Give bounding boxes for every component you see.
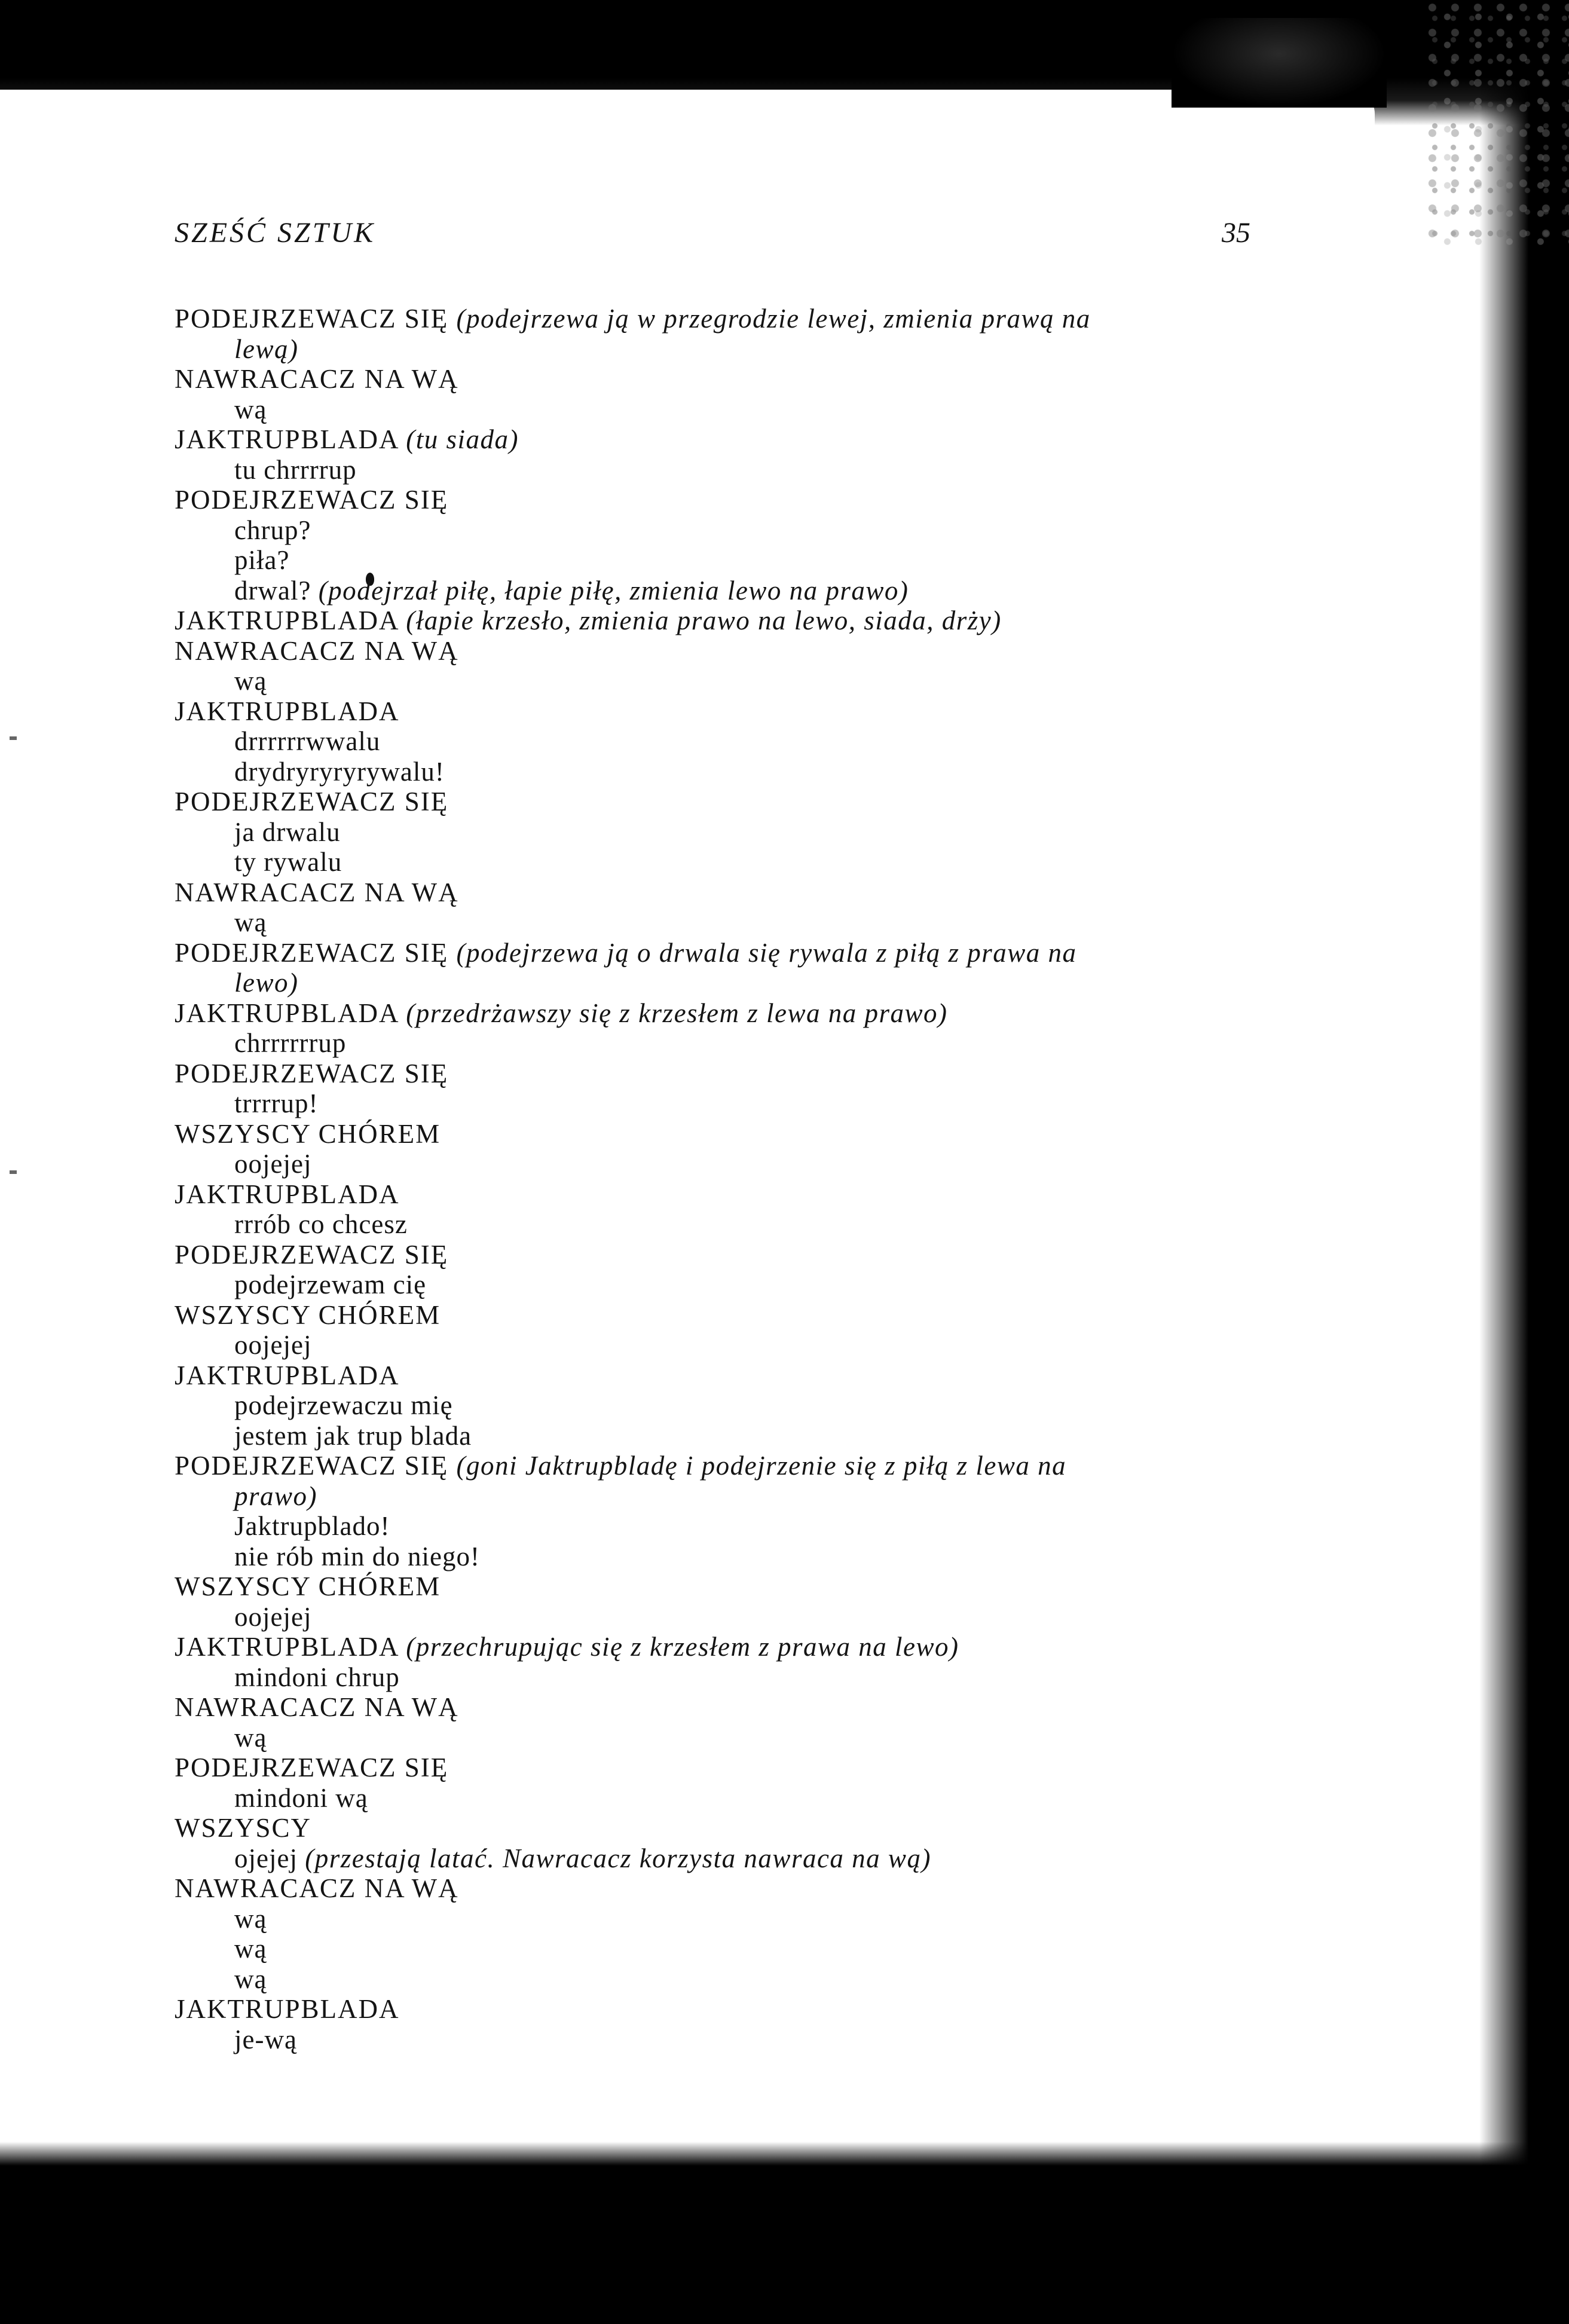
speech-line [175, 545, 1346, 576]
speech-text: drwal? [234, 575, 311, 606]
stage-direction: (podejrzewa ją o drwala się rywala z piłą z prawa na [456, 937, 1077, 968]
speech-text: wą [234, 394, 267, 424]
speech-line [175, 1209, 1346, 1240]
play-text [175, 304, 1346, 2054]
speech-line [175, 515, 1346, 546]
speaker-line [175, 1753, 1346, 1783]
speech-text: wą [234, 1934, 267, 1964]
stage-direction: prawo) [234, 1481, 318, 1511]
page-edge-top [0, 90, 1375, 137]
speaker-name: WSZYSCY [175, 1813, 312, 1843]
scan-border-bottom [0, 2166, 1569, 2324]
speech-text: wą [234, 1964, 267, 1994]
speech-line [175, 666, 1346, 696]
speech-line [175, 757, 1346, 787]
speaker-name: PODEJRZEWACZ SIĘ [175, 1451, 449, 1481]
speaker-line [175, 636, 1346, 666]
speaker-line [175, 606, 1346, 636]
stage-direction: lewą) [234, 334, 299, 364]
speech-text: podejrzewaczu mię [234, 1390, 453, 1420]
speaker-name: JAKTRUPBLADA [175, 1179, 400, 1209]
speech-line [175, 1028, 1346, 1059]
scan-noise [1426, 0, 1569, 251]
speech-line [175, 1390, 1346, 1421]
speaker-line [175, 364, 1346, 395]
scan-fade-bottom [0, 2142, 1569, 2166]
speech-text: tu chrrrrup [234, 454, 357, 485]
speaker-line [175, 485, 1346, 515]
speaker-name: NAWRACACZ NA WĄ [175, 877, 459, 907]
speaker-line [175, 1119, 1346, 1149]
speaker-line [175, 304, 1346, 334]
scan-shadow-blob [1172, 18, 1387, 108]
stage-direction: lewo) [234, 968, 299, 998]
speech-text: trrrrup! [234, 1088, 319, 1118]
speaker-line [175, 424, 1346, 455]
speaker-name: PODEJRZEWACZ SIĘ [175, 787, 449, 817]
speech-text: drrrrrrwwalu [234, 726, 381, 756]
speech-text: jestem jak trup blada [234, 1420, 472, 1451]
speaker-line [175, 998, 1346, 1029]
margin-mark [10, 1170, 17, 1174]
speaker-name: PODEJRZEWACZ SIĘ [175, 937, 449, 968]
speech-line [175, 1270, 1346, 1300]
speech-text: piła? [234, 545, 290, 575]
speaker-name: JAKTRUPBLADA [175, 696, 400, 726]
running-head [175, 216, 1250, 258]
speech-text: oojejej [234, 1149, 312, 1179]
speaker-line [175, 1571, 1346, 1602]
speaker-name: JAKTRUPBLADA [175, 1632, 399, 1662]
speech-text: rrrób co chcesz [234, 1209, 408, 1239]
speech-line [175, 1783, 1346, 1814]
book-title: SZEŚĆ SZTUK [175, 217, 376, 249]
speech-text: mindoni chrup [234, 1662, 400, 1692]
speaker-name: WSZYSCY CHÓREM [175, 1299, 441, 1330]
speech-text: drydryryryrywalu! [234, 756, 445, 787]
speaker-line [175, 1179, 1346, 1210]
speech-text: chrrrrrrup [234, 1028, 347, 1058]
speaker-line [175, 938, 1346, 968]
speaker-line [175, 1300, 1346, 1331]
speaker-line [175, 877, 1346, 908]
speech-text: ja drwalu [234, 817, 341, 847]
speaker-name: PODEJRZEWACZ SIĘ [175, 1058, 449, 1088]
speaker-name: JAKTRUPBLADA [175, 1360, 400, 1390]
speaker-name: NAWRACACZ NA WĄ [175, 364, 459, 394]
speaker-line [175, 1873, 1346, 1904]
speech-text: ty rywalu [234, 847, 342, 877]
speech-line [175, 2025, 1346, 2055]
direction-continuation [175, 334, 1346, 365]
speech-line [175, 1904, 1346, 1934]
stage-direction: (goni Jaktrupbladę i podejrzenie się z piłą z lewa na [456, 1451, 1067, 1481]
speaker-line [175, 1813, 1346, 1843]
speaker-name: JAKTRUPBLADA [175, 998, 399, 1028]
speech-line [175, 1088, 1346, 1119]
stage-direction: (przedrżawszy się z krzesłem z lewa na prawo) [406, 998, 948, 1028]
stage-direction: (podejrzał piłę, łapie piłę, zmienia lewo na prawo) [318, 575, 909, 606]
stage-direction: (przechrupując się z krzesłem z prawa na lewo) [406, 1632, 959, 1662]
speaker-name: PODEJRZEWACZ SIĘ [175, 1239, 449, 1270]
speech-text: Jaktrupblado! [234, 1511, 390, 1541]
stage-direction: (podejrzewa ją w przegrodzie lewej, zmienia prawą na [456, 304, 1091, 334]
speech-line [175, 455, 1346, 485]
speech-line [175, 576, 1346, 606]
speech-line [175, 1723, 1346, 1753]
speech-line [175, 1149, 1346, 1179]
speech-text: podejrzewam cię [234, 1270, 427, 1299]
speaker-line [175, 1692, 1346, 1723]
speech-text: wą [234, 907, 267, 937]
speaker-line [175, 787, 1346, 817]
speech-text: oojejej [234, 1330, 312, 1360]
speech-line [175, 1843, 1346, 1874]
stage-direction: (łapie krzesło, zmienia prawo na lewo, siada, drży) [406, 606, 1002, 635]
speech-line [175, 1964, 1346, 1995]
speaker-name: NAWRACACZ NA WĄ [175, 1873, 459, 1903]
speaker-line [175, 1994, 1346, 2025]
speech-line [175, 1934, 1346, 1964]
speaker-line [175, 1360, 1346, 1391]
speech-text: mindoni wą [234, 1782, 368, 1813]
speaker-name: NAWRACACZ NA WĄ [175, 635, 459, 666]
margin-mark [10, 736, 17, 740]
stage-direction: (tu siada) [406, 424, 519, 454]
speech-line [175, 1511, 1346, 1542]
speech-line [175, 395, 1346, 425]
speech-line [175, 1602, 1346, 1632]
speaker-name: JAKTRUPBLADA [175, 606, 399, 635]
speaker-name: PODEJRZEWACZ SIĘ [175, 485, 449, 515]
speaker-name: WSZYSCY CHÓREM [175, 1571, 441, 1601]
speech-line [175, 817, 1346, 848]
speech-line [175, 726, 1346, 757]
scan-border-right [1479, 0, 1569, 2324]
speaker-name: JAKTRUPBLADA [175, 1994, 400, 2024]
speech-line [175, 1421, 1346, 1451]
speaker-name: NAWRACACZ NA WĄ [175, 1692, 459, 1722]
speech-text: wą [234, 1903, 267, 1934]
speech-text: oojejej [234, 1601, 312, 1632]
direction-continuation [175, 968, 1346, 998]
speech-line [175, 907, 1346, 938]
speaker-line [175, 1240, 1346, 1270]
speech-line [175, 847, 1346, 877]
speaker-line [175, 1059, 1346, 1089]
speech-text: je-wą [234, 2024, 297, 2054]
speech-text: nie rób min do niego! [234, 1541, 480, 1571]
speaker-line [175, 696, 1346, 727]
page-number: 35 [1222, 217, 1250, 249]
speech-text: wą [234, 1722, 267, 1753]
speech-text: wą [234, 666, 267, 696]
speech-line [175, 1662, 1346, 1693]
speaker-name: WSZYSCY CHÓREM [175, 1118, 441, 1149]
stage-direction: (przestają latać. Nawracacz korzysta nawraca na wą) [305, 1843, 931, 1873]
speech-line [175, 1542, 1346, 1572]
speaker-name: JAKTRUPBLADA [175, 424, 399, 454]
speech-line [175, 1330, 1346, 1360]
speaker-name: PODEJRZEWACZ SIĘ [175, 1753, 449, 1782]
speech-text: chrup? [234, 515, 311, 545]
speech-text: ojejej [234, 1843, 298, 1873]
speaker-line [175, 1451, 1346, 1481]
direction-continuation [175, 1481, 1346, 1512]
speaker-name: PODEJRZEWACZ SIĘ [175, 304, 449, 334]
speaker-line [175, 1632, 1346, 1662]
